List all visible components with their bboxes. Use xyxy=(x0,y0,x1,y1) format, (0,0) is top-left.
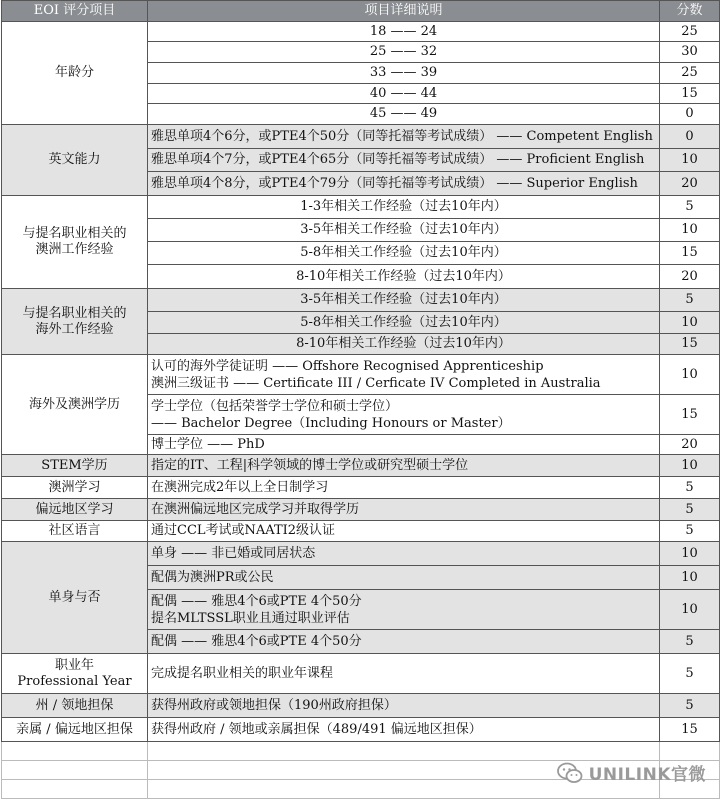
row-score: 10 xyxy=(660,542,720,566)
row-desc: 在澳洲完成2年以上全日制学习 xyxy=(148,477,660,499)
empty-row xyxy=(2,742,720,761)
row-desc xyxy=(148,395,660,435)
row-desc: 33 —— 39 xyxy=(148,63,660,84)
category-au-work xyxy=(2,196,148,289)
row-score: 20 xyxy=(660,172,720,196)
row-score: 10 xyxy=(660,149,720,172)
desc-line: 学士学位（包括荣誉学士学位和硕士学位） xyxy=(151,398,399,414)
row-score: 10 xyxy=(660,455,720,477)
row-desc: 3-5年相关工作经验（过去10年内） xyxy=(148,219,660,242)
row-score: 30 xyxy=(660,42,720,63)
row-desc: 雅思单项4个6分，或PTE4个50分（同等托福等考试成绩） —— Competent English xyxy=(148,125,660,149)
desc-line: 认可的海外学徒证明 —— Offshore Recognised Apprenticeship xyxy=(151,358,544,374)
row-desc: 雅思单项4个8分，或PTE4个79分（同等托福等考试成绩） —— Superior English xyxy=(148,172,660,196)
row-score: 10 xyxy=(660,566,720,590)
row-score: 15 xyxy=(660,242,720,265)
table-row xyxy=(2,22,720,42)
row-desc: 获得州政府或领地担保（190州政府担保） xyxy=(148,694,660,718)
row-score: 15 xyxy=(660,334,720,355)
header-description: 项目详细说明 xyxy=(148,1,660,22)
row-score: 5 xyxy=(660,477,720,499)
table-row xyxy=(2,355,720,395)
table-row xyxy=(2,455,720,477)
category-education: 海外及澳洲学历 xyxy=(2,355,148,455)
row-desc: 18 —— 24 xyxy=(148,22,660,42)
row-score: 20 xyxy=(660,265,720,289)
table-row xyxy=(2,521,720,542)
row-score: 5 xyxy=(660,196,720,219)
table-row xyxy=(2,499,720,521)
row-score: 20 xyxy=(660,435,720,455)
table-row xyxy=(2,542,720,566)
desc-line: 提名MLTSSL职业且通过职业评估 xyxy=(151,610,350,626)
table-row xyxy=(2,694,720,718)
row-desc: 5-8年相关工作经验（过去10年内） xyxy=(148,312,660,334)
row-score: 5 xyxy=(660,654,720,694)
category-au-study: 澳洲学习 xyxy=(2,477,148,499)
row-desc: 通过CCL考试或NAATI2级认证 xyxy=(148,521,660,542)
desc-line: —— Bachelor Degree（Including Honours or Master） xyxy=(151,415,511,431)
header-category: EOI 评分项目 xyxy=(2,1,148,22)
row-desc: 获得州政府 / 领地或亲属担保（489/491 偏远地区担保） xyxy=(148,718,660,742)
eoi-points-table xyxy=(1,0,720,799)
row-desc: 45 —— 49 xyxy=(148,104,660,125)
category-line: 澳洲工作经验 xyxy=(35,242,114,257)
row-score: 10 xyxy=(660,219,720,242)
row-desc: 8-10年相关工作经验（过去10年内） xyxy=(148,265,660,289)
row-score: 0 xyxy=(660,125,720,149)
category-line: 与提名职业相关的 xyxy=(22,226,127,241)
row-desc xyxy=(148,590,660,630)
row-desc: 完成提名职业相关的职业年课程 xyxy=(148,654,660,694)
row-desc: 在澳洲偏远地区完成学习并取得学历 xyxy=(148,499,660,521)
row-desc: 配偶 —— 雅思4个6或PTE 4个50分 xyxy=(148,630,660,654)
row-desc xyxy=(148,355,660,395)
row-score: 15 xyxy=(660,395,720,435)
table-row xyxy=(2,477,720,499)
table-row xyxy=(2,125,720,149)
header-score: 分数 xyxy=(660,1,720,22)
row-score: 10 xyxy=(660,355,720,395)
category-marital: 单身与否 xyxy=(2,542,148,654)
category-line: Professional Year xyxy=(17,673,132,689)
category-relative-sponsorship: 亲属 / 偏远地区担保 xyxy=(2,718,148,742)
row-score: 15 xyxy=(660,84,720,104)
category-stem: STEM学历 xyxy=(2,455,148,477)
row-score: 10 xyxy=(660,590,720,630)
table-row xyxy=(2,718,720,742)
row-desc: 雅思单项4个7分，或PTE4个65分（同等托福等考试成绩） —— Proficient English xyxy=(148,149,660,172)
row-desc: 博士学位 —— PhD xyxy=(148,435,660,455)
table-row xyxy=(2,654,720,694)
desc-line: 配偶 —— 雅思4个6或PTE 4个50分 xyxy=(151,593,362,609)
category-line: 与提名职业相关的 xyxy=(22,305,127,321)
category-age: 年龄分 xyxy=(2,22,148,125)
table-row xyxy=(2,196,720,219)
watermark-text: UNILINK官微 xyxy=(588,765,706,785)
row-score: 10 xyxy=(660,312,720,334)
category-english: 英文能力 xyxy=(2,125,148,196)
row-score: 5 xyxy=(660,289,720,312)
category-professional-year xyxy=(2,654,148,694)
row-desc: 5-8年相关工作经验（过去10年内） xyxy=(148,242,660,265)
watermark xyxy=(557,760,706,785)
row-desc: 8-10年相关工作经验（过去10年内） xyxy=(148,334,660,355)
row-score: 5 xyxy=(660,630,720,654)
row-score: 5 xyxy=(660,499,720,521)
row-score: 25 xyxy=(660,63,720,84)
row-desc: 3-5年相关工作经验（过去10年内） xyxy=(148,289,660,312)
row-desc: 1-3年相关工作经验（过去10年内） xyxy=(148,196,660,219)
table-row xyxy=(2,289,720,312)
row-score: 15 xyxy=(660,718,720,742)
table-header xyxy=(2,1,720,22)
row-score: 5 xyxy=(660,694,720,718)
row-score: 0 xyxy=(660,104,720,125)
row-score: 5 xyxy=(660,521,720,542)
category-line: 海外工作经验 xyxy=(35,321,114,337)
category-overseas-work xyxy=(2,289,148,355)
wechat-icon xyxy=(557,762,583,784)
row-desc: 25 —— 32 xyxy=(148,42,660,63)
category-regional-study: 偏远地区学习 xyxy=(2,499,148,521)
row-desc: 40 —— 44 xyxy=(148,84,660,104)
row-desc: 指定的IT、工程|科学领域的博士学位或研究型硕士学位 xyxy=(148,455,660,477)
desc-line: 澳洲三级证书 —— Certificate III / Cerficate IV Completed in Australia xyxy=(151,375,601,391)
category-community-language: 社区语言 xyxy=(2,521,148,542)
row-desc: 配偶为澳洲PR或公民 xyxy=(148,566,660,590)
row-desc: 单身 —— 非已婚或同居状态 xyxy=(148,542,660,566)
row-score: 25 xyxy=(660,22,720,42)
category-line: 职业年 xyxy=(54,657,94,673)
category-state-sponsorship: 州 / 领地担保 xyxy=(2,694,148,718)
